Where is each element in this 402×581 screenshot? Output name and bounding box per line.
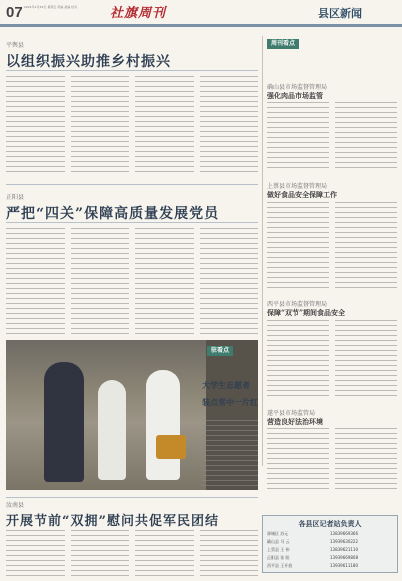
sidebar-item-headline: 强化肉品市场监管 [267, 91, 323, 100]
column-divider [262, 36, 263, 466]
sidebar-item-headline: 保障“双节”期间食品安全 [267, 308, 346, 317]
contacts-box [262, 515, 398, 573]
newspaper-logo: 社旗周刊 [110, 6, 167, 21]
article1-kicker: 平舆县 [6, 42, 25, 49]
article2-body [6, 228, 258, 336]
section-title: 县区新闻 [318, 7, 362, 20]
contact-phone: 13939630222 [330, 539, 358, 544]
article3-top-rule [6, 497, 258, 498]
contact-row [263, 547, 397, 553]
sidebar-item-kicker: 上蔡县市场监督管理局 [267, 183, 328, 190]
sidebar-item-kicker: 西平县市场监督管理局 [267, 301, 328, 308]
article2-headline: 严把“四关”保障高质量发展党员 [6, 206, 220, 222]
sidebar-item-headline: 营造良好法治环境 [267, 417, 323, 426]
photo-body [202, 420, 258, 486]
contact-name: 上蔡县 王 伟 [267, 547, 290, 552]
photo-caption-line2: 装点雪中一片红 [202, 397, 258, 407]
contact-row [263, 555, 397, 561]
contact-name: 确山县 马 云 [267, 539, 290, 544]
contact-row [263, 531, 397, 537]
sidebar-item-body [267, 320, 397, 400]
sidebar-tag: 周刊看点 [267, 39, 299, 49]
contact-row [263, 539, 397, 545]
contact-name: 驿城区 苏元 [267, 531, 289, 536]
masthead [0, 0, 402, 30]
article3-body [6, 530, 258, 576]
contact-name: 西平县 王开放 [267, 563, 293, 568]
article3-kicker: 汝南县 [6, 502, 25, 509]
contact-name: 正阳县 张 阳 [267, 555, 290, 560]
issue-dates: 2021年1月29日 星期五 责编 美编 校对 [24, 5, 78, 9]
article3-headline: 开展节前“双拥”慰问共促军民团结 [6, 514, 219, 529]
photo-caption [202, 380, 260, 408]
sidebar-item-headline: 做好食品安全保障工作 [267, 190, 337, 199]
contact-phone: 13839669366 [330, 531, 358, 536]
article2-rule [6, 222, 258, 223]
masthead-rule [0, 24, 402, 27]
article2-top-rule [6, 184, 258, 185]
photo-tag: 驻看点 [207, 346, 233, 356]
sidebar-item-body [267, 202, 397, 292]
sidebar-item-body [267, 102, 397, 172]
contact-phone: 13939611180 [330, 563, 358, 568]
photo-caption-line1: 大学生志愿者 [202, 380, 250, 390]
contact-phone: 13839621110 [330, 547, 358, 552]
sidebar-item-kicker: 遂平县市场监管局 [267, 410, 316, 417]
contact-phone: 13939669808 [330, 555, 358, 560]
sidebar-item-body [267, 428, 397, 490]
contacts-title: 各县区记者站负责人 [298, 520, 362, 528]
article1-headline: 以组织振兴助推乡村振兴 [6, 54, 171, 70]
article2-kicker: 正阳县 [6, 194, 25, 201]
contact-row [263, 563, 397, 569]
sidebar-item-kicker: 确山县市场监督管理局 [267, 84, 328, 91]
page-number: 07 [6, 4, 23, 21]
article1-rule [6, 70, 258, 71]
article1-body [6, 76, 258, 176]
